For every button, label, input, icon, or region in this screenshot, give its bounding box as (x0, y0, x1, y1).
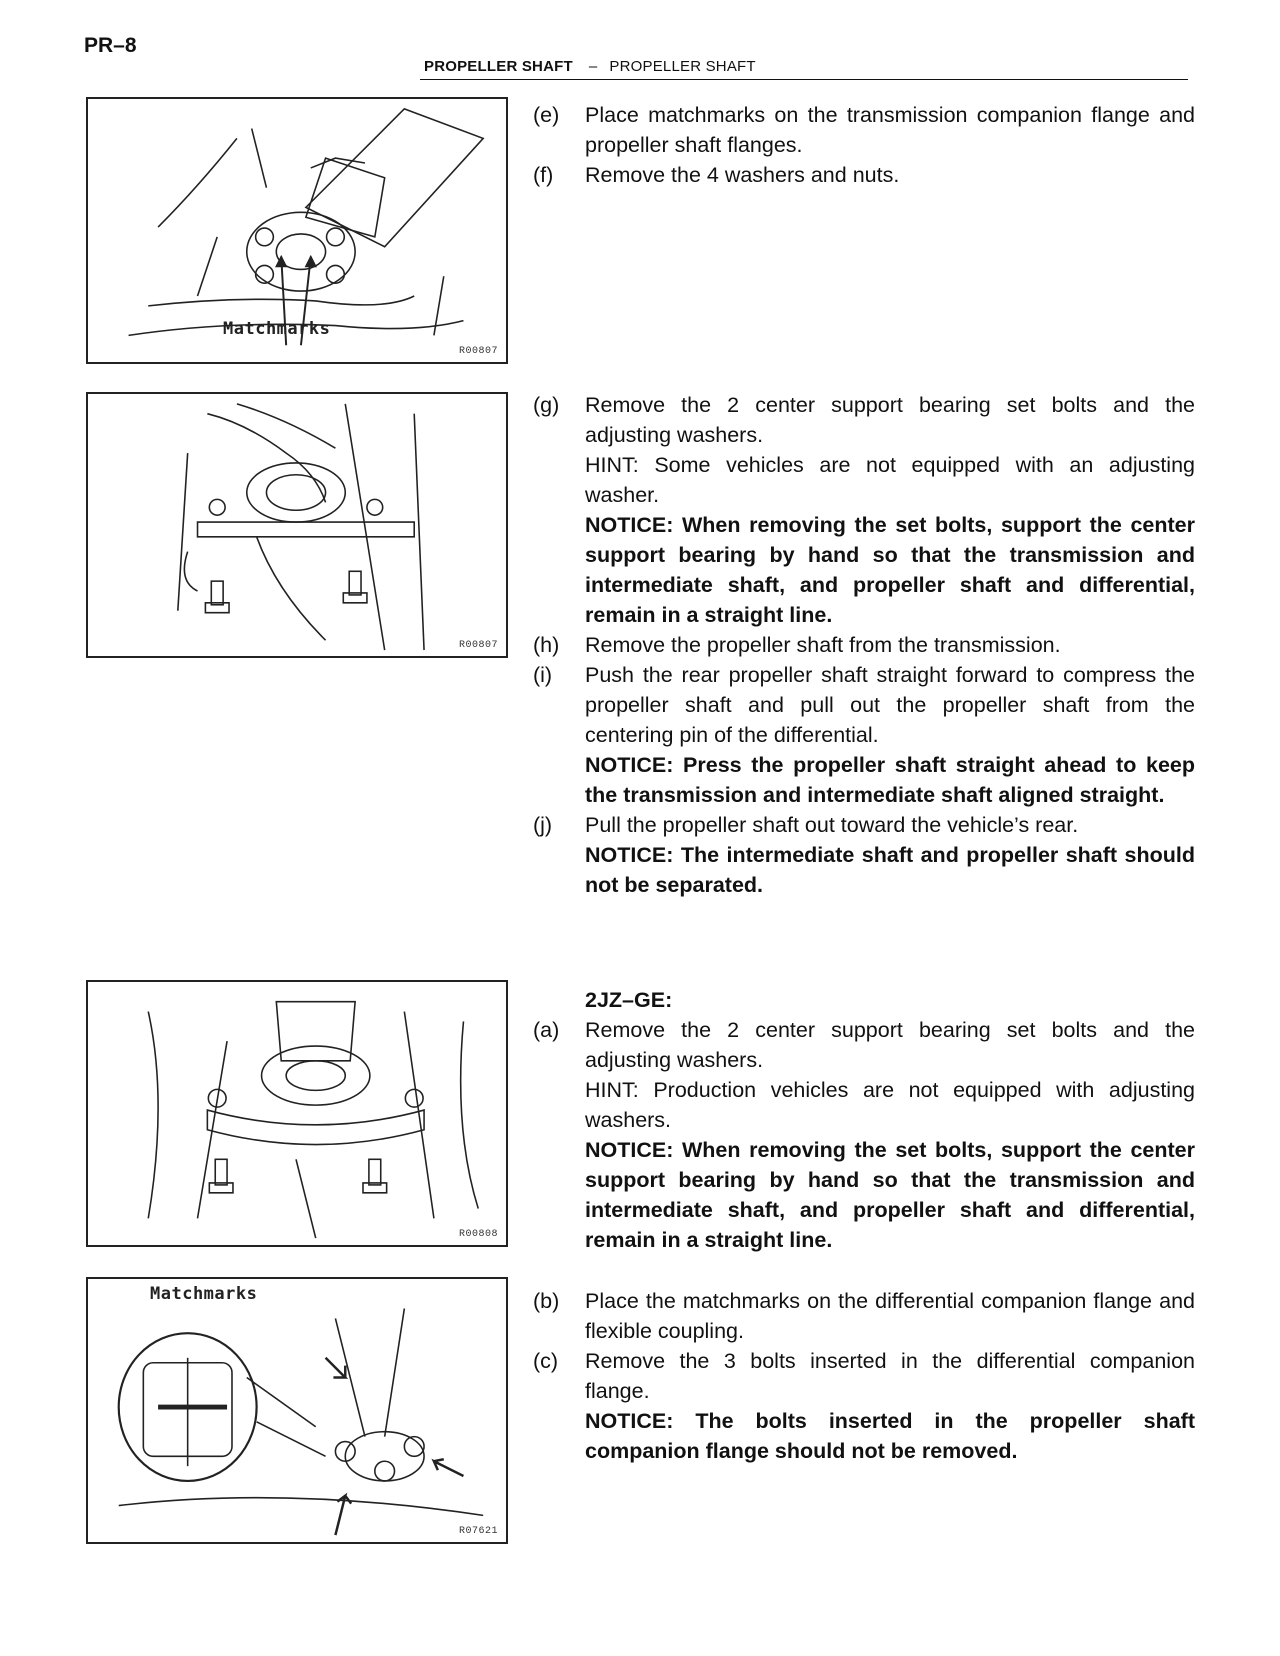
step-text: Place the matchmarks on the differential companion flange and flexible coupling. (585, 1289, 1195, 1343)
step-number: (f) (533, 163, 554, 187)
figure-code: R07621 (458, 1526, 498, 1537)
step-text: Place matchmarks on the transmission companion flange and propeller shaft flanges. (585, 103, 1195, 157)
figure-code: R00807 (458, 346, 498, 357)
illustration-2jz-ge-center-support (88, 982, 506, 1245)
step-b (533, 1286, 1195, 1346)
step-notice: NOTICE: The bolts inserted in the propeller shaft companion flange should not be removed. (585, 1409, 1195, 1463)
step-hint: HINT: Some vehicles are not equipped with an adjusting washer. (585, 453, 1195, 507)
steps-block-4 (533, 1286, 1195, 1466)
figure-label: Matchmarks (223, 319, 331, 339)
step-i (533, 660, 1195, 810)
step-text: Remove the 2 center support bearing set bolts and the adjusting washers. (585, 393, 1195, 447)
figure-center-support-bearing (86, 392, 508, 658)
step-number: (a) (533, 1018, 560, 1042)
step-c (533, 1346, 1195, 1466)
steps-block-2 (533, 390, 1195, 900)
step-f (533, 160, 1195, 190)
step-text: Remove the 4 washers and nuts. (585, 163, 900, 187)
step-notice: NOTICE: When removing the set bolts, support the center support bearing by hand so that the transmission and intermediate shaft, and propeller shaft and differential, remain in a straight line. (585, 513, 1195, 627)
step-number: (g) (533, 393, 560, 417)
step-number: (e) (533, 103, 560, 127)
step-number: (h) (533, 633, 560, 657)
step-g (533, 390, 1195, 630)
section-title: PROPELLER SHAFT (424, 58, 573, 75)
step-number: (i) (533, 663, 553, 687)
step-text: Remove the propeller shaft from the transmission. (585, 633, 1061, 657)
engine-heading: 2JZ–GE: (585, 988, 673, 1012)
step-notice: NOTICE: The intermediate shaft and propeller shaft should not be separated. (585, 843, 1195, 897)
step-text: Push the rear propeller shaft straight forward to compress the propeller shaft and pull out the propeller shaft from the centering pin of the differential. (585, 663, 1195, 747)
subsection-title: PROPELLER SHAFT (609, 58, 756, 75)
figure-differential-flange (86, 1277, 508, 1544)
header-separator: – (588, 58, 598, 75)
illustration-center-support-bearing (88, 394, 506, 656)
step-e (533, 100, 1195, 160)
header-rule (420, 79, 1188, 80)
step-number: (j) (533, 813, 553, 837)
step-hint: HINT: Production vehicles are not equipped with adjusting washers. (585, 1078, 1195, 1132)
figure-code: R00808 (458, 1229, 498, 1240)
step-notice: NOTICE: Press the propeller shaft straight ahead to keep the transmission and intermediate shaft aligned straight. (585, 753, 1195, 807)
step-h (533, 630, 1195, 660)
figure-code: R00807 (458, 640, 498, 651)
figure-label: Matchmarks (150, 1284, 258, 1304)
step-text: Remove the 3 bolts inserted in the differential companion flange. (585, 1349, 1195, 1403)
steps-block-3 (533, 985, 1195, 1255)
step-text: Pull the propeller shaft out toward the vehicle’s rear. (585, 813, 1079, 837)
figure-2jz-ge-center-support (86, 980, 508, 1247)
step-j (533, 810, 1195, 900)
figure-transmission-flange (86, 97, 508, 364)
step-number: (c) (533, 1349, 559, 1373)
step-notice: NOTICE: When removing the set bolts, support the center support bearing by hand so that the transmission and intermediate shaft, and propeller shaft and differential, remain in a straight line. (585, 1138, 1195, 1252)
illustration-differential-flange (88, 1279, 506, 1542)
steps-block-1 (533, 100, 1195, 190)
step-text: Remove the 2 center support bearing set bolts and the adjusting washers. (585, 1018, 1195, 1072)
page-number: PR–8 (84, 34, 137, 57)
running-header (424, 58, 756, 75)
step-a (533, 1015, 1195, 1255)
step-number: (b) (533, 1289, 560, 1313)
